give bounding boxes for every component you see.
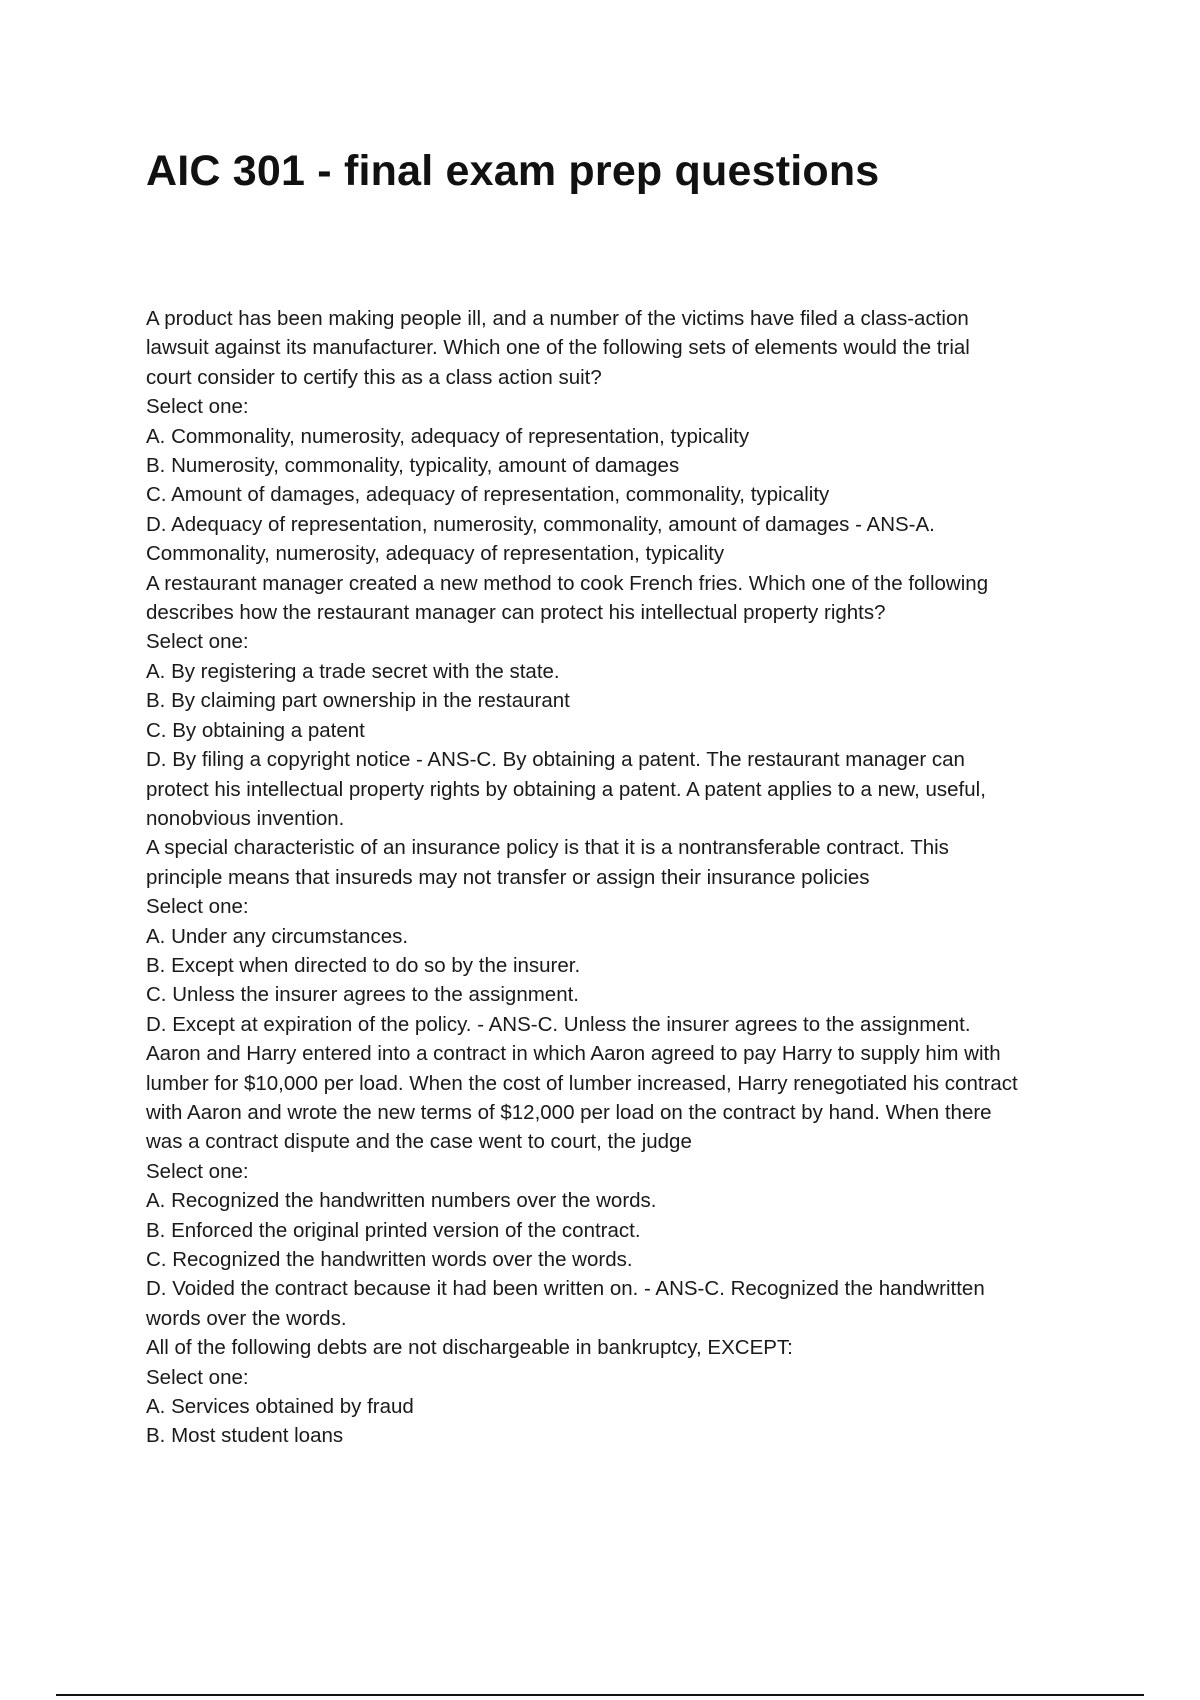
text-line: A. Recognized the handwritten numbers over the words.: [146, 1189, 657, 1213]
text-line: principle means that insureds may not transfer or assign their insurance policies: [146, 865, 870, 889]
text-line: Commonality, numerosity, adequacy of representation, typicality: [146, 542, 725, 566]
text-line: B. Most student loans: [146, 1424, 344, 1448]
text-line: A. By registering a trade secret with the state.: [146, 659, 560, 683]
text-line: C. Recognized the handwritten words over the words.: [146, 1248, 633, 1271]
text-line: lumber for $10,000 per load. When the cost of lumber increased, Harry renegotiated his contract: [146, 1071, 1018, 1095]
text-line: Select one:: [146, 1159, 249, 1183]
text-line: A. Under any circumstances.: [146, 924, 409, 948]
text-line: describes how the restaurant manager can protect his intellectual property rights?: [146, 601, 886, 625]
text-line: lawsuit against its manufacturer. Which one of the following sets of elements would the trial: [146, 336, 970, 360]
text-line: Select one:: [146, 395, 249, 419]
text-line: C. By obtaining a patent: [146, 718, 365, 742]
text-line: A. Commonality, numerosity, adequacy of representation, typicality: [146, 424, 750, 448]
text-line: C. Amount of damages, adequacy of representation, commonality, typicality: [146, 483, 830, 507]
page-title: AIC 301 - final exam prep questions: [146, 147, 880, 195]
document-body: [146, 304, 1106, 1451]
text-line: D. By filing a copyright notice - ANS-C. By obtaining a patent. The restaurant manager can: [146, 748, 965, 772]
text-line: court consider to certify this as a class action suit?: [146, 365, 602, 389]
text-line: D. Adequacy of representation, numerosity, commonality, amount of damages - ANS-A.: [146, 512, 935, 536]
text-line: A special characteristic of an insurance policy is that it is a nontransferable contract. This: [146, 836, 949, 860]
text-line: A. Services obtained by fraud: [146, 1395, 414, 1419]
text-line: A product has been making people ill, and a number of the victims have filed a class-action: [146, 307, 969, 330]
text-line: B. Enforced the original printed version of the contract.: [146, 1218, 641, 1242]
text-line: B. By claiming part ownership in the restaurant: [146, 689, 570, 713]
text-line: A restaurant manager created a new method to cook French fries. Which one of the following: [146, 571, 989, 595]
text-line: was a contract dispute and the case went to court, the judge: [146, 1130, 692, 1154]
text-line: C. Unless the insurer agrees to the assignment.: [146, 983, 579, 1007]
text-line: D. Voided the contract because it had been written on. - ANS-C. Recognized the handwritten: [146, 1277, 985, 1301]
text-line: Select one:: [146, 895, 249, 919]
text-line: Select one:: [146, 630, 249, 654]
text-line: Aaron and Harry entered into a contract in which Aaron agreed to pay Harry to supply him with: [146, 1042, 1001, 1066]
page-bottom-divider: [56, 1694, 1144, 1696]
text-line: words over the words.: [146, 1306, 347, 1330]
text-line: protect his intellectual property rights by obtaining a patent. A patent applies to a new, useful,: [146, 777, 986, 801]
text-line: All of the following debts are not dischargeable in bankruptcy, EXCEPT:: [146, 1336, 793, 1360]
text-line: with Aaron and wrote the new terms of $12,000 per load on the contract by hand. When there: [146, 1100, 992, 1124]
text-line: B. Numerosity, commonality, typicality, amount of damages: [146, 454, 680, 478]
text-line: B. Except when directed to do so by the insurer.: [146, 953, 581, 977]
text-line: nonobvious invention.: [146, 806, 345, 830]
text-line: D. Except at expiration of the policy. - ANS-C. Unless the insurer agrees to the assignment.: [146, 1012, 971, 1036]
text-line: Select one:: [146, 1365, 249, 1389]
